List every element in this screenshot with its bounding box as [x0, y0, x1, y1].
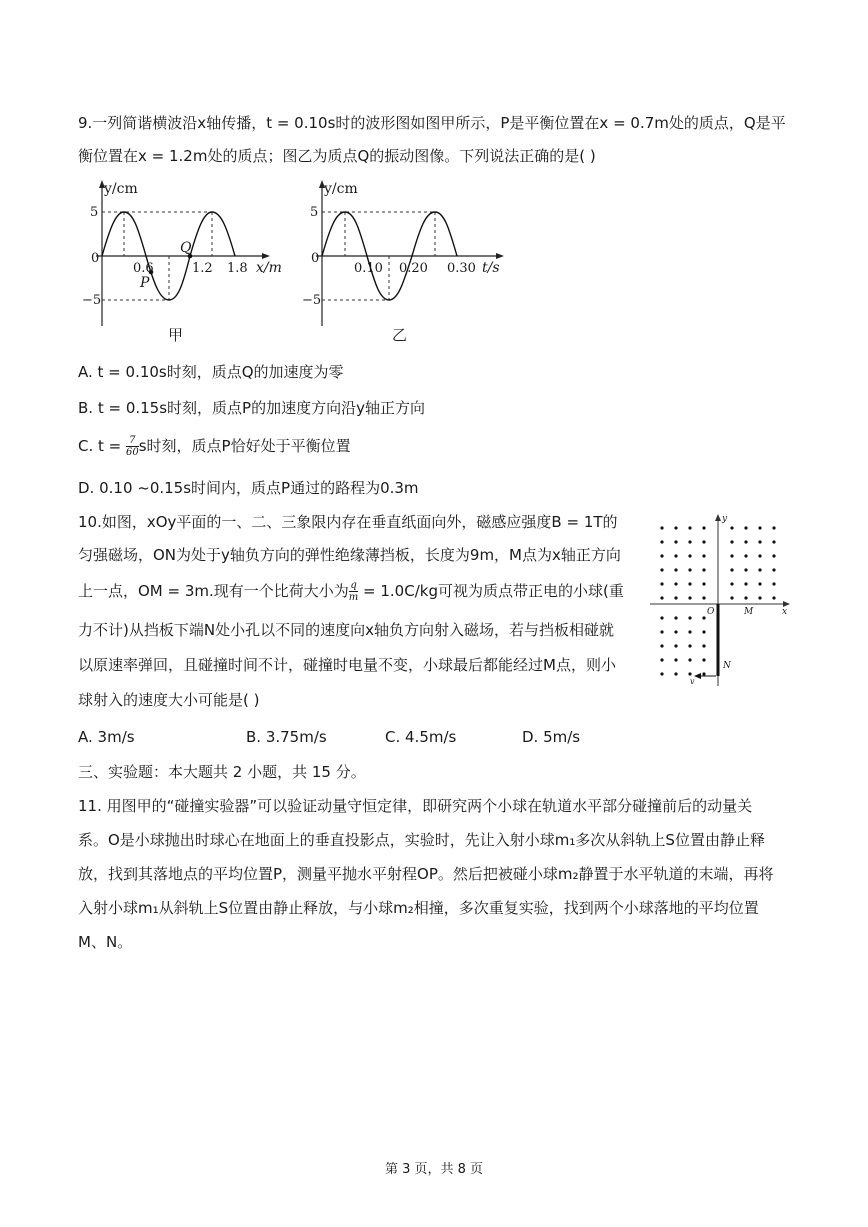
field-dot: [688, 658, 691, 661]
caption-yi: 乙: [392, 326, 408, 344]
q10-option-a: A. 3m/s: [78, 728, 135, 746]
fraction-numerator: q: [350, 580, 357, 591]
tick-0-6: 0.6: [133, 261, 154, 276]
field-dot: [744, 568, 747, 571]
x-axis-label: x/m: [256, 260, 282, 276]
x-axis-label: t/s: [482, 260, 500, 276]
field-dot: [688, 540, 691, 543]
field-dot: [660, 568, 663, 571]
field-dot: [674, 554, 677, 557]
tick-neg5: −5: [82, 293, 102, 308]
page-footer: 第 3 页，共 8 页: [384, 1162, 484, 1177]
field-dot: [744, 582, 747, 585]
origin-label: 0: [311, 251, 320, 266]
field-dot: [688, 526, 691, 529]
q10-stem-line3: [78, 580, 624, 603]
field-dot: [758, 554, 761, 557]
field-dot: [674, 616, 677, 619]
field-dot: [702, 526, 705, 529]
field-dot: [772, 540, 775, 543]
field-dot: [744, 554, 747, 557]
field-dot: [730, 582, 733, 585]
q9-option-c: [78, 435, 351, 458]
q10-stem-line5: 以原速率弹回，且碰撞时间不计，碰撞时电量不变，小球最后都能经过M点，则小: [78, 656, 616, 674]
field-dot: [758, 526, 761, 529]
field-dot: [772, 554, 775, 557]
field-dot: [744, 526, 747, 529]
y-label: y: [722, 514, 728, 524]
field-dot: [674, 644, 677, 647]
tick-5: 5: [90, 205, 99, 220]
m-label: M: [744, 607, 754, 617]
field-dot: [660, 526, 663, 529]
q11-stem-line4: 入射小球m₁从斜轨上S位置由静止释放，与小球m₂相撞，多次重复实验，找到两个小球落地的平均位置: [78, 899, 759, 917]
q10-stem-line4: 力不计)从挡板下端N处小孔以不同的速度向x轴负方向射入磁场，若与挡板相碰就: [78, 621, 614, 639]
field-dot: [688, 582, 691, 585]
fraction-denominator: m: [348, 592, 359, 603]
field-dot: [688, 596, 691, 599]
field-dot: [660, 582, 663, 585]
field-dot: [702, 596, 705, 599]
field-dot: [660, 616, 663, 619]
o-label: O: [707, 607, 715, 617]
field-dot: [758, 596, 761, 599]
tick-0-30: 0.30: [447, 261, 476, 276]
q11-stem-line3: 放，找到其落地点的平均位置P，测量平抛水平射程OP。然后把被碰小球m₂静置于水平轨道的末端，再将: [78, 865, 774, 883]
field-dot: [772, 568, 775, 571]
y-axis-label: y/cm: [324, 181, 358, 197]
field-dot: [744, 540, 747, 543]
tick-1-8: 1.8: [227, 261, 248, 276]
field-dot: [674, 526, 677, 529]
q9-stem-line1: 9.一列简谐横波沿x轴传播，t = 0.10s时的波形图如图甲所示，P是平衡位置在x = 0.7m处的质点，Q是平: [78, 114, 786, 132]
q11-stem-line5: M、N。: [78, 933, 133, 951]
q10-option-c: C. 4.5m/s: [385, 728, 457, 746]
x-label: x: [782, 607, 788, 617]
q11-stem-line2: 系。O是小球抛出时球心在地面上的垂直投影点，实验时，先让入射小球m₁多次从斜轨上S位置由静止释: [78, 831, 765, 849]
line3-suffix: = 1.0C/kg可视为质点带正电的小球(重: [358, 582, 624, 600]
field-dot: [702, 644, 705, 647]
field-dot: [702, 540, 705, 543]
field-dot: [702, 554, 705, 557]
field-dot: [674, 596, 677, 599]
field-dot: [702, 658, 705, 661]
origin-label: 0: [91, 251, 100, 266]
field-dot: [758, 540, 761, 543]
field-dot: [730, 526, 733, 529]
fraction-numerator: 7: [126, 435, 139, 447]
field-dot: [674, 658, 677, 661]
tick-0-20: 0.20: [399, 261, 428, 276]
field-dot: [702, 582, 705, 585]
v-label: v: [690, 677, 695, 686]
field-dot: [674, 582, 677, 585]
field-dot: [660, 554, 663, 557]
field-dot: [758, 568, 761, 571]
field-dot: [772, 582, 775, 585]
field-dot: [674, 672, 677, 675]
field-dot: [702, 630, 705, 633]
tick-5: 5: [310, 205, 319, 220]
field-dot: [688, 568, 691, 571]
field-dot: [730, 568, 733, 571]
q10-stem-line6: 球射入的速度大小可能是( ): [78, 691, 260, 709]
field-dot: [744, 596, 747, 599]
vibration-graph-yi: [304, 176, 514, 346]
fraction-denominator: 60: [126, 447, 139, 458]
tick-0-10: 0.10: [354, 261, 383, 276]
q10-option-d: D. 5m/s: [522, 728, 581, 746]
wave-graph-jia: [84, 176, 294, 346]
field-dot: [688, 644, 691, 647]
option-c-prefix: C. t =: [78, 437, 126, 455]
field-dot: [702, 616, 705, 619]
y-axis-label: y/cm: [104, 181, 138, 197]
field-dot: [730, 596, 733, 599]
caption-jia: 甲: [168, 326, 184, 344]
field-dot: [660, 596, 663, 599]
field-dot: [688, 554, 691, 557]
option-c-suffix: s时刻，质点P恰好处于平衡位置: [138, 437, 351, 455]
field-dot: [660, 644, 663, 647]
field-dot: [688, 616, 691, 619]
field-dot: [730, 540, 733, 543]
q9-stem-line2: 衡位置在x = 1.2m处的质点；图乙为质点Q的振动图像。下列说法正确的是( ): [78, 147, 596, 165]
q11-stem-line1: 11. 用图甲的“碰撞实验器”可以验证动量守恒定律，即研究两个小球在轨道水平部分碰撞前后的动量关: [78, 797, 753, 815]
q10-option-b: B. 3.75m/s: [246, 728, 327, 746]
magnetic-field-diagram: [648, 508, 798, 692]
field-dot: [772, 526, 775, 529]
field-dot: [660, 540, 663, 543]
n-label: N: [723, 661, 731, 671]
label-p: P: [140, 275, 150, 291]
field-dot: [674, 630, 677, 633]
q9-option-d: D. 0.10 ~0.15s时间内，质点P通过的路程为0.3m: [78, 479, 419, 497]
option-c-fraction: [126, 435, 139, 458]
field-dot: [772, 596, 775, 599]
label-q: Q: [180, 240, 192, 256]
field-dot: [674, 540, 677, 543]
field-dot: [688, 630, 691, 633]
q9-option-a: A. t = 0.10s时刻，质点Q的加速度为零: [78, 363, 344, 381]
field-dot: [660, 658, 663, 661]
tick-neg5: −5: [302, 293, 322, 308]
field-dot: [688, 672, 691, 675]
q9-option-b: B. t = 0.15s时刻，质点P的加速度方向沿y轴正方向: [78, 399, 425, 417]
q10-stem-line1: 10.如图，xOy平面的一、二、三象限内存在垂直纸面向外，磁感应强度B = 1T的: [78, 513, 618, 531]
charge-mass-ratio-fraction: [349, 580, 358, 603]
field-dot: [702, 672, 705, 675]
section-3-heading: 三、实验题：本大题共 2 小题，共 15 分。: [78, 763, 366, 781]
q10-stem-line2: 匀强磁场，ON为处于y轴负方向的弹性绝缘薄挡板，长度为9m，M点为x轴正方向: [78, 546, 621, 564]
field-dot: [702, 568, 705, 571]
line3-prefix: 上一点，OM = 3m.现有一个比荷大小为: [78, 582, 349, 600]
field-dot: [730, 554, 733, 557]
field-dot: [674, 568, 677, 571]
field-dot: [758, 582, 761, 585]
tick-1-2: 1.2: [192, 261, 213, 276]
field-dot: [660, 630, 663, 633]
field-dot: [660, 672, 663, 675]
